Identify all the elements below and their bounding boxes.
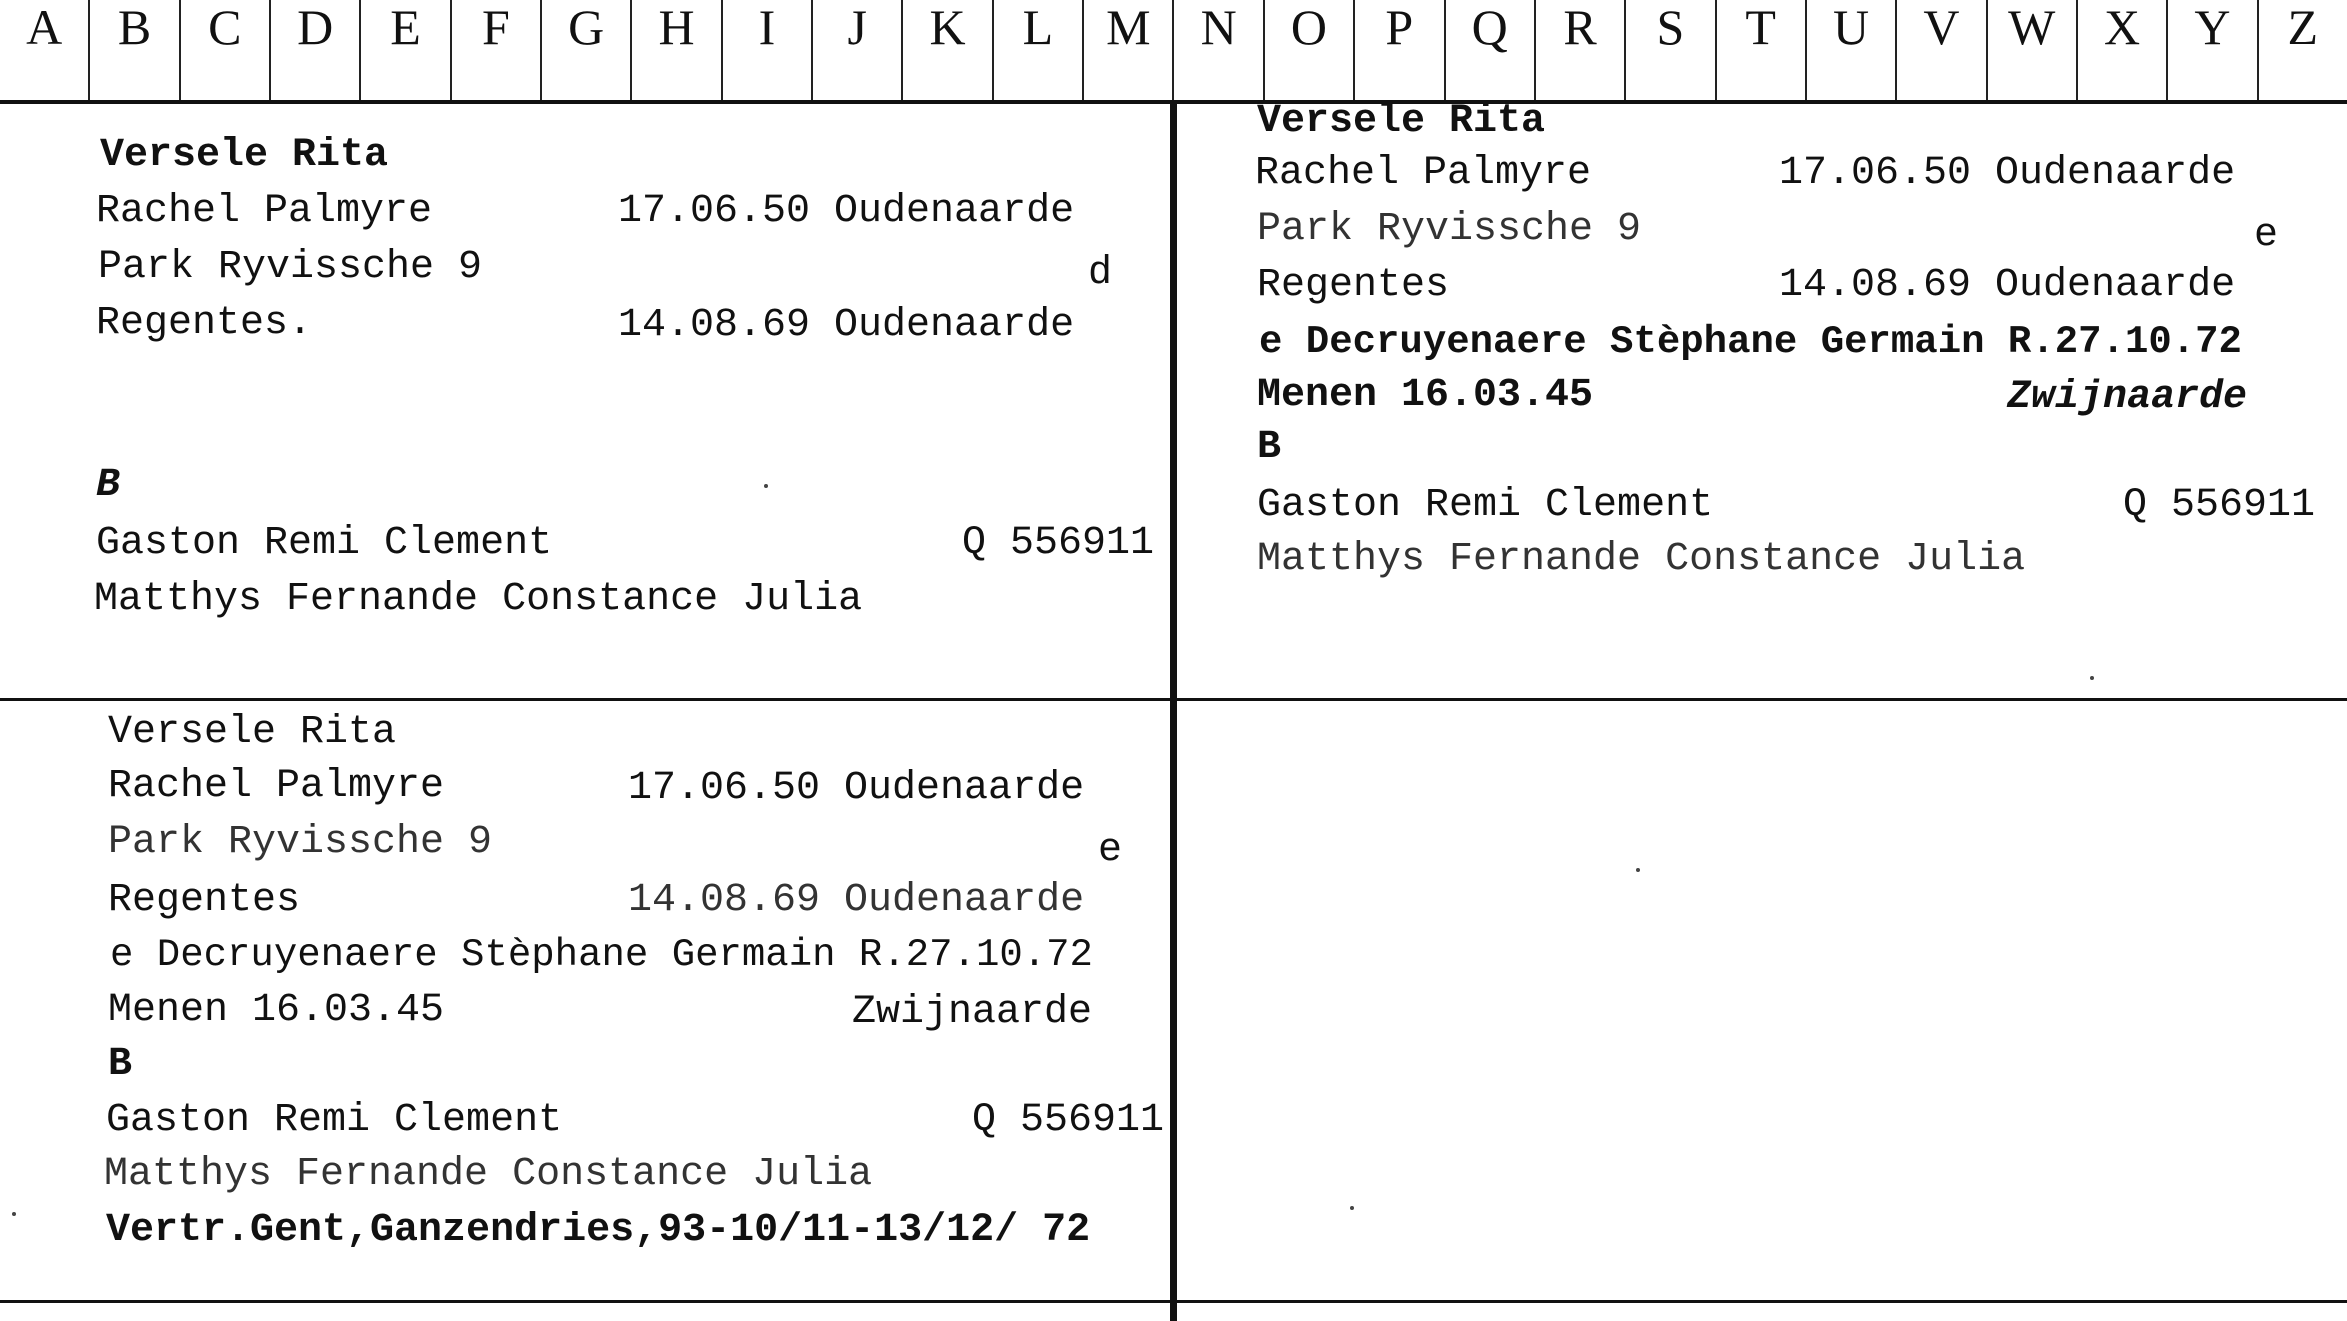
card-reference: Q 556911 bbox=[2123, 483, 2316, 528]
card-spouse-birth: Menen 16.03.45 bbox=[1257, 373, 1594, 418]
card-profession: Regentes bbox=[1257, 263, 1450, 308]
scan-speck bbox=[12, 1212, 16, 1216]
alpha-index-r: R bbox=[1534, 0, 1624, 100]
card-reference: Q 556911 bbox=[962, 521, 1155, 566]
card-spouse: e Decruyenaere Stèphane Germain R.27.10.72 bbox=[110, 933, 1093, 977]
alpha-index-a: A bbox=[26, 0, 63, 55]
card-name: Versele Rita bbox=[1257, 99, 1546, 144]
card-given-names: Rachel Palmyre bbox=[108, 764, 445, 809]
card-address: Park Ryvissche 9 bbox=[1257, 207, 1642, 252]
alphabet-index-bar bbox=[0, 0, 2347, 100]
bottom-rule-right bbox=[1177, 1300, 2347, 1303]
card-spouse: e Decruyenaere Stèphane Germain R.27.10.72 bbox=[1259, 320, 2242, 364]
alpha-index-m: M bbox=[1082, 0, 1172, 100]
card-letter: B bbox=[1257, 425, 1282, 470]
card-father: Gaston Remi Clement bbox=[1257, 483, 1714, 528]
card-letter: B bbox=[108, 1042, 133, 1087]
alpha-index-l: L bbox=[992, 0, 1082, 100]
scan-speck bbox=[1636, 868, 1640, 872]
bottom-rule-left bbox=[0, 1300, 1170, 1303]
alpha-index-u: U bbox=[1805, 0, 1895, 100]
card-father: Gaston Remi Clement bbox=[106, 1098, 563, 1143]
card-status-code: d bbox=[1088, 251, 1113, 296]
alpha-index-p: P bbox=[1353, 0, 1443, 100]
alpha-index-j: J bbox=[811, 0, 901, 100]
card-given-names: Rachel Palmyre bbox=[1255, 151, 1592, 196]
card-reference: Q 556911 bbox=[972, 1098, 1165, 1143]
alpha-index-n: N bbox=[1172, 0, 1262, 100]
card-top-right bbox=[1177, 99, 2347, 698]
alpha-index-q: Q bbox=[1444, 0, 1534, 100]
card-departure: Vertr.Gent,Ganzendries,93-10/11-13/12/ 72 bbox=[106, 1208, 1091, 1253]
card-birth: 17.06.50 Oudenaarde bbox=[618, 189, 1075, 234]
scan-speck bbox=[1350, 1206, 1354, 1210]
card-marriage: 14.08.69 Oudenaarde bbox=[618, 303, 1075, 348]
card-address: Park Ryvissche 9 bbox=[108, 820, 493, 865]
alpha-index-o: O bbox=[1263, 0, 1353, 100]
card-letter: B bbox=[96, 463, 121, 508]
alpha-index-t: T bbox=[1715, 0, 1805, 100]
alpha-index-w: W bbox=[1986, 0, 2076, 100]
card-address: Park Ryvissche 9 bbox=[98, 245, 483, 290]
card-name: Versele Rita bbox=[108, 710, 397, 755]
card-top-left bbox=[0, 104, 1170, 698]
card-spouse-place: Zwijnaarde bbox=[2007, 375, 2248, 420]
alpha-index-c: C bbox=[179, 0, 269, 100]
alpha-index-z: Z bbox=[2257, 0, 2347, 100]
card-spouse-place: Zwijnaarde bbox=[852, 990, 1093, 1035]
card-bottom-left bbox=[0, 701, 1170, 1300]
card-bottom-right-blank bbox=[1177, 701, 2347, 1300]
alpha-index-x: X bbox=[2076, 0, 2166, 100]
alpha-index-g: G bbox=[540, 0, 630, 100]
card-birth: 17.06.50 Oudenaarde bbox=[1779, 151, 2236, 196]
center-divider bbox=[1170, 100, 1177, 1321]
card-name: Versele Rita bbox=[100, 133, 389, 178]
card-profession: Regentes. bbox=[96, 301, 313, 346]
card-mother: Matthys Fernande Constance Julia bbox=[104, 1152, 873, 1197]
alpha-index-d: D bbox=[269, 0, 359, 100]
alpha-index-s: S bbox=[1624, 0, 1714, 100]
card-birth: 17.06.50 Oudenaarde bbox=[628, 766, 1085, 811]
card-profession: Regentes bbox=[108, 878, 301, 923]
card-father: Gaston Remi Clement bbox=[96, 521, 553, 566]
alpha-index-h: H bbox=[630, 0, 720, 100]
alpha-index-i: I bbox=[721, 0, 811, 100]
alpha-index-e: E bbox=[359, 0, 449, 100]
alpha-index-y: Y bbox=[2166, 0, 2256, 100]
card-marriage: 14.08.69 Oudenaarde bbox=[1779, 263, 2236, 308]
card-mother: Matthys Fernande Constance Julia bbox=[1257, 537, 2026, 582]
alpha-index-b: B bbox=[88, 0, 178, 100]
card-given-names: Rachel Palmyre bbox=[96, 189, 433, 234]
card-spouse-birth: Menen 16.03.45 bbox=[108, 988, 445, 1033]
alpha-index-k: K bbox=[901, 0, 991, 100]
card-marriage: 14.08.69 Oudenaarde bbox=[628, 878, 1085, 923]
alpha-index-f: F bbox=[450, 0, 540, 100]
scan-speck bbox=[764, 484, 768, 488]
card-status-code: e bbox=[2254, 213, 2279, 258]
scan-speck bbox=[2090, 676, 2094, 680]
card-mother: Matthys Fernande Constance Julia bbox=[94, 577, 863, 622]
card-status-code: e bbox=[1098, 828, 1123, 873]
alpha-index-v: V bbox=[1895, 0, 1985, 100]
